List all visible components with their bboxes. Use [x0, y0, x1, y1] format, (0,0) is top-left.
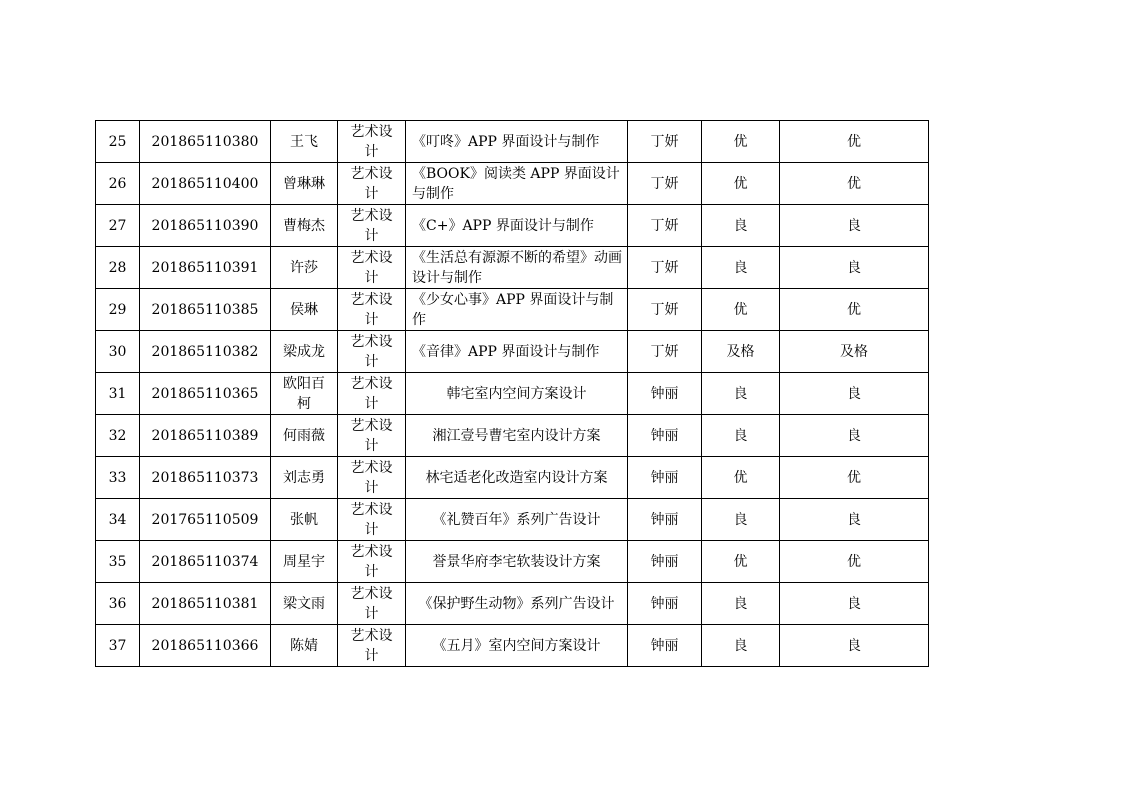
cell-student-id: 201865110366 [140, 625, 271, 667]
cell-topic: 《少女心事》APP 界面设计与制作 [406, 289, 628, 331]
table-row [96, 373, 929, 415]
cell-major-text: 艺术设计 [350, 501, 393, 538]
cell-major [338, 583, 406, 625]
cell-final-grade: 良 [780, 373, 929, 415]
cell-student-name [271, 583, 338, 625]
cell-major-text: 艺术设计 [350, 585, 393, 622]
cell-advisor-grade: 良 [702, 583, 780, 625]
cell-major [338, 499, 406, 541]
cell-student-id: 201865110380 [140, 121, 271, 163]
table-row [96, 247, 929, 289]
grades-table [95, 120, 929, 667]
cell-student-name [271, 373, 338, 415]
cell-student-id: 201865110400 [140, 163, 271, 205]
cell-advisor-grade: 优 [702, 457, 780, 499]
cell-major-text: 艺术设计 [350, 207, 393, 244]
cell-topic: 《生活总有源源不断的希望》动画设计与制作 [406, 247, 628, 289]
cell-advisor: 钟丽 [628, 373, 702, 415]
cell-final-grade: 优 [780, 541, 929, 583]
cell-final-grade: 优 [780, 457, 929, 499]
table-row [96, 205, 929, 247]
cell-index: 36 [96, 583, 140, 625]
cell-student-name [271, 121, 338, 163]
cell-advisor: 丁妍 [628, 121, 702, 163]
cell-final-grade: 及格 [780, 331, 929, 373]
table-row [96, 163, 929, 205]
cell-student-name [271, 331, 338, 373]
cell-major-text: 艺术设计 [350, 543, 393, 580]
cell-final-grade: 良 [780, 415, 929, 457]
cell-student-id: 201865110374 [140, 541, 271, 583]
cell-final-grade: 良 [780, 247, 929, 289]
cell-index: 27 [96, 205, 140, 247]
cell-final-grade: 良 [780, 205, 929, 247]
table-row [96, 331, 929, 373]
cell-student-name-text: 何雨薇 [283, 427, 325, 444]
cell-advisor: 丁妍 [628, 247, 702, 289]
cell-advisor-grade: 及格 [702, 331, 780, 373]
cell-index: 30 [96, 331, 140, 373]
cell-topic: 韩宅室内空间方案设计 [406, 373, 628, 415]
cell-major-text: 艺术设计 [350, 123, 393, 160]
cell-major [338, 625, 406, 667]
cell-index: 32 [96, 415, 140, 457]
cell-student-name-text: 侯琳 [290, 301, 318, 318]
cell-major [338, 289, 406, 331]
cell-final-grade: 良 [780, 499, 929, 541]
cell-advisor-grade: 优 [702, 289, 780, 331]
cell-student-name-text: 梁成龙 [283, 343, 325, 360]
cell-advisor: 钟丽 [628, 625, 702, 667]
cell-student-name [271, 415, 338, 457]
cell-topic: 誉景华府李宅软装设计方案 [406, 541, 628, 583]
cell-student-name-text: 王飞 [290, 133, 318, 150]
cell-final-grade: 良 [780, 625, 929, 667]
cell-student-id: 201765110509 [140, 499, 271, 541]
cell-topic: 林宅适老化改造室内设计方案 [406, 457, 628, 499]
cell-student-name-text: 欧阳百柯 [283, 375, 325, 412]
table-row [96, 541, 929, 583]
cell-index: 25 [96, 121, 140, 163]
cell-topic: 《叮咚》APP 界面设计与制作 [406, 121, 628, 163]
cell-final-grade: 良 [780, 583, 929, 625]
cell-major-text: 艺术设计 [350, 375, 393, 412]
cell-student-name [271, 499, 338, 541]
cell-index: 29 [96, 289, 140, 331]
cell-index: 26 [96, 163, 140, 205]
grades-table-body [96, 121, 929, 667]
cell-final-grade: 优 [780, 121, 929, 163]
table-row [96, 499, 929, 541]
cell-topic: 《保护野生动物》系列广告设计 [406, 583, 628, 625]
cell-topic: 《BOOK》阅读类 APP 界面设计与制作 [406, 163, 628, 205]
cell-advisor: 丁妍 [628, 205, 702, 247]
cell-advisor-grade: 良 [702, 499, 780, 541]
cell-major [338, 331, 406, 373]
cell-advisor-grade: 良 [702, 625, 780, 667]
cell-index: 34 [96, 499, 140, 541]
cell-major [338, 457, 406, 499]
cell-major [338, 205, 406, 247]
cell-student-id: 201865110385 [140, 289, 271, 331]
cell-major-text: 艺术设计 [350, 165, 393, 202]
cell-major-text: 艺术设计 [350, 291, 393, 328]
cell-index: 37 [96, 625, 140, 667]
cell-major-text: 艺术设计 [350, 627, 393, 664]
table-row [96, 625, 929, 667]
cell-student-name-text: 曹梅杰 [283, 217, 325, 234]
cell-index: 35 [96, 541, 140, 583]
cell-advisor: 钟丽 [628, 499, 702, 541]
cell-major [338, 541, 406, 583]
table-row [96, 289, 929, 331]
cell-student-name-text: 陈婧 [290, 637, 318, 654]
cell-student-id: 201865110391 [140, 247, 271, 289]
cell-advisor-grade: 良 [702, 415, 780, 457]
cell-student-id: 201865110365 [140, 373, 271, 415]
cell-major-text: 艺术设计 [350, 333, 393, 370]
cell-topic: 《C+》APP 界面设计与制作 [406, 205, 628, 247]
cell-major [338, 163, 406, 205]
cell-student-name [271, 247, 338, 289]
cell-advisor-grade: 优 [702, 121, 780, 163]
cell-advisor-grade: 良 [702, 205, 780, 247]
table-row [96, 457, 929, 499]
cell-advisor: 丁妍 [628, 289, 702, 331]
cell-advisor-grade: 良 [702, 373, 780, 415]
cell-index: 33 [96, 457, 140, 499]
cell-student-name-text: 梁文雨 [283, 595, 325, 612]
cell-student-name [271, 163, 338, 205]
cell-student-name-text: 曾琳琳 [283, 175, 325, 192]
cell-major [338, 247, 406, 289]
table-row [96, 583, 929, 625]
cell-student-name [271, 457, 338, 499]
cell-student-name-text: 张帆 [290, 511, 318, 528]
cell-topic: 湘江壹号曹宅室内设计方案 [406, 415, 628, 457]
cell-advisor: 钟丽 [628, 583, 702, 625]
cell-topic: 《五月》室内空间方案设计 [406, 625, 628, 667]
cell-index: 28 [96, 247, 140, 289]
cell-student-name [271, 625, 338, 667]
cell-student-id: 201865110381 [140, 583, 271, 625]
cell-advisor-grade: 优 [702, 541, 780, 583]
cell-major [338, 415, 406, 457]
cell-topic: 《礼赞百年》系列广告设计 [406, 499, 628, 541]
cell-advisor-grade: 优 [702, 163, 780, 205]
cell-index: 31 [96, 373, 140, 415]
cell-student-id: 201865110390 [140, 205, 271, 247]
cell-final-grade: 优 [780, 163, 929, 205]
cell-student-name [271, 205, 338, 247]
cell-student-id: 201865110373 [140, 457, 271, 499]
cell-final-grade: 优 [780, 289, 929, 331]
cell-advisor: 丁妍 [628, 163, 702, 205]
cell-advisor: 丁妍 [628, 331, 702, 373]
cell-advisor: 钟丽 [628, 415, 702, 457]
cell-student-name [271, 289, 338, 331]
cell-major-text: 艺术设计 [350, 249, 393, 286]
cell-advisor-grade: 良 [702, 247, 780, 289]
cell-student-name-text: 许莎 [290, 259, 318, 276]
cell-student-id: 201865110389 [140, 415, 271, 457]
cell-student-name-text: 刘志勇 [283, 469, 325, 486]
cell-student-name [271, 541, 338, 583]
cell-student-id: 201865110382 [140, 331, 271, 373]
cell-student-name-text: 周星宇 [283, 553, 325, 570]
cell-advisor: 钟丽 [628, 457, 702, 499]
cell-advisor: 钟丽 [628, 541, 702, 583]
cell-major-text: 艺术设计 [350, 459, 393, 496]
cell-major [338, 121, 406, 163]
cell-topic: 《音律》APP 界面设计与制作 [406, 331, 628, 373]
cell-major-text: 艺术设计 [350, 417, 393, 454]
table-row [96, 415, 929, 457]
cell-major [338, 373, 406, 415]
table-row [96, 121, 929, 163]
